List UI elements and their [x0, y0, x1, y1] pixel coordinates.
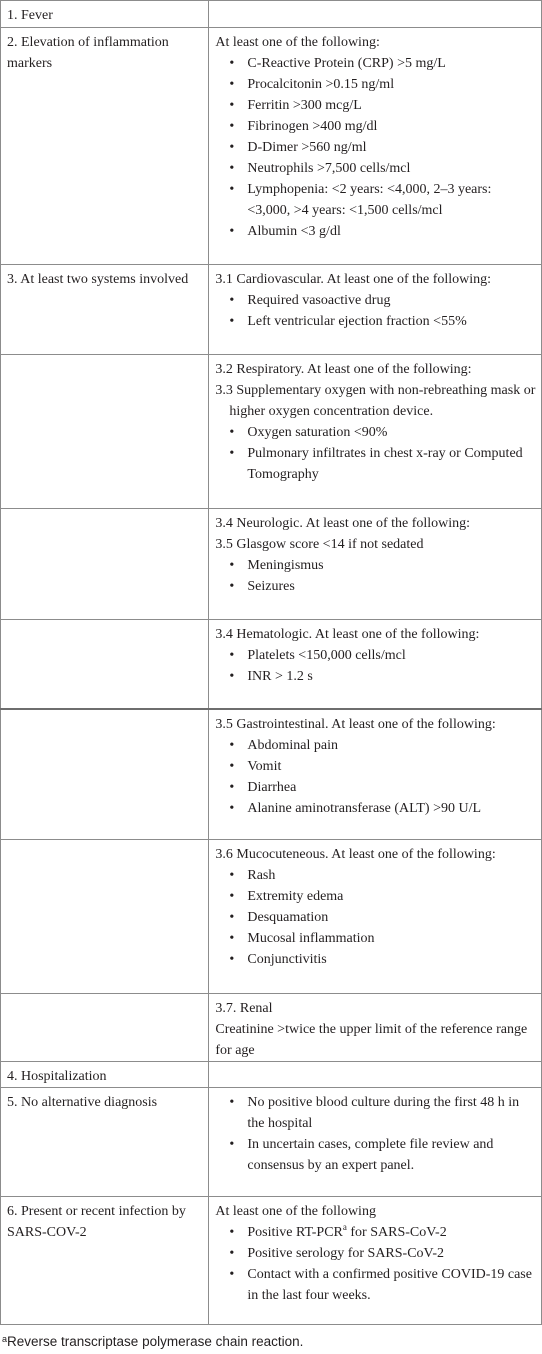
criterion-cell — [1, 840, 209, 994]
detail-cell — [209, 1088, 542, 1197]
list-item: • INR > 1.2 s — [247, 666, 537, 687]
list-item: • Mucosal inflammation — [247, 928, 537, 949]
detail-line: 3.5 Gastrointestinal. At least one of the following: — [215, 716, 496, 732]
system-list — [215, 422, 537, 485]
criterion-cell — [1, 355, 209, 509]
criterion-cell: 2. Elevation of inflammation markers — [1, 28, 209, 265]
list-item: • Oxygen saturation <90% — [247, 422, 537, 443]
list-item: • Fibrinogen >400 mg/dl — [247, 116, 537, 137]
list-item: • Pulmonary infiltrates in chest x-ray or Computed Tomography — [247, 443, 537, 485]
list-item: • Seizures — [247, 576, 537, 597]
list-item: • Procalcitonin >0.15 ng/ml — [247, 74, 537, 95]
table-row — [1, 994, 542, 1062]
detail-line: At least one of the following: — [215, 35, 380, 50]
list-item: • Albumin <3 g/dl — [247, 221, 537, 242]
criterion-cell — [1, 994, 209, 1062]
table-row — [1, 1197, 542, 1325]
detail-line: 3.6 Mucocuteneous. At least one of the following: — [215, 847, 496, 862]
system-list — [215, 735, 537, 819]
detail-line: 3.4 Neurologic. At least one of the following: — [215, 516, 471, 531]
list-item: • Extremity edema — [247, 886, 537, 907]
criterion-cell: 3. At least two systems involved — [1, 265, 209, 355]
criterion-cell — [1, 620, 209, 709]
list-item: • Desquamation — [247, 907, 537, 928]
detail-cell — [209, 994, 542, 1062]
detail-line: At least one of the following — [215, 1204, 376, 1219]
system-list — [215, 865, 537, 970]
detail-cell — [209, 709, 542, 840]
table-row — [1, 840, 542, 994]
criterion-cell: 6. Present or recent infection by SARS-COV-2 — [1, 1197, 209, 1325]
list-item: • Left ventricular ejection fraction <55% — [247, 311, 537, 332]
list-item: • Neutrophils >7,500 cells/mcl — [247, 158, 537, 179]
rtpcr-label: Positive RT-PCR — [247, 1225, 343, 1240]
list-item: • C-Reactive Protein (CRP) >5 mg/L — [247, 53, 537, 74]
list-item: • Lymphopenia: <2 years: <4,000, 2–3 years: <3,000, >4 years: <1,500 cells/mcl — [247, 179, 537, 221]
criterion-cell — [1, 709, 209, 840]
list-item: • D-Dimer >560 ng/ml — [247, 137, 537, 158]
system-list — [215, 645, 537, 687]
criterion-cell: 1. Fever — [1, 1, 209, 28]
list-item: • Ferritin >300 mcg/L — [247, 95, 537, 116]
table-row — [1, 1, 542, 28]
detail-cell — [209, 509, 542, 620]
infection-list — [215, 1222, 537, 1306]
detail-line: 3.2 Respiratory. At least one of the following: — [215, 362, 472, 377]
detail-cell — [209, 620, 542, 709]
list-item — [247, 1222, 537, 1243]
marker-list — [215, 53, 537, 242]
list-item: • Diarrhea — [247, 777, 537, 798]
detail-cell — [209, 28, 542, 265]
table-row — [1, 620, 542, 709]
list-item: • In uncertain cases, complete file review and consensus by an expert panel. — [247, 1134, 537, 1176]
detail-line: 3.7. Renal — [215, 1001, 273, 1016]
detail-line: Creatinine >twice the upper limit of the reference range for age — [215, 1022, 528, 1058]
list-item: • Vomit — [247, 756, 537, 777]
list-item: • Contact with a confirmed positive COVID-19 case in the last four weeks. — [247, 1264, 537, 1306]
detail-cell — [209, 840, 542, 994]
list-item: • Alanine aminotransferase (ALT) >90 U/L — [247, 798, 537, 819]
rtpcr-suffix: for SARS-CoV-2 — [346, 1225, 447, 1240]
system-list — [215, 290, 537, 332]
list-item: • Abdominal pain — [247, 735, 537, 756]
table-row — [1, 1088, 542, 1197]
detail-line: 3.5 Glasgow score <14 if not sedated — [215, 537, 424, 552]
footnote-mark: a — [2, 1334, 8, 1344]
system-list — [215, 555, 537, 597]
footnote-text: Reverse transcriptase polymerase chain reaction. — [7, 1334, 304, 1349]
diagnosis-list — [215, 1092, 537, 1176]
criterion-cell: 5. No alternative diagnosis — [1, 1088, 209, 1197]
table-footnote — [2, 1334, 303, 1350]
table-row — [1, 509, 542, 620]
footnote-mark: a — [342, 1222, 347, 1232]
criterion-cell: 4. Hospitalization — [1, 1062, 209, 1088]
detail-cell — [209, 265, 542, 355]
detail-line: 3.1 Cardiovascular. At least one of the following: — [215, 272, 492, 287]
detail-cell — [209, 355, 542, 509]
list-item: • Meningismus — [247, 555, 537, 576]
list-item: • Rash — [247, 865, 537, 886]
list-item: • No positive blood culture during the first 48 h in the hospital — [247, 1092, 537, 1134]
list-item: • Platelets <150,000 cells/mcl — [247, 645, 537, 666]
table-row — [1, 1062, 542, 1088]
detail-line: 3.3 Supplementary oxygen with non-rebreathing mask or higher oxygen concentration device. — [215, 383, 536, 419]
detail-cell — [209, 1197, 542, 1325]
list-item: • Required vasoactive drug — [247, 290, 537, 311]
list-item: • Positive serology for SARS-CoV-2 — [247, 1243, 537, 1264]
table-row — [1, 355, 542, 509]
detail-cell — [209, 1, 542, 28]
table-row — [1, 709, 542, 840]
table-row — [1, 28, 542, 265]
detail-line: 3.4 Hematologic. At least one of the following: — [215, 627, 480, 642]
table-row — [1, 265, 542, 355]
detail-cell — [209, 1062, 542, 1088]
criterion-cell — [1, 509, 209, 620]
list-item: • Conjunctivitis — [247, 949, 537, 970]
